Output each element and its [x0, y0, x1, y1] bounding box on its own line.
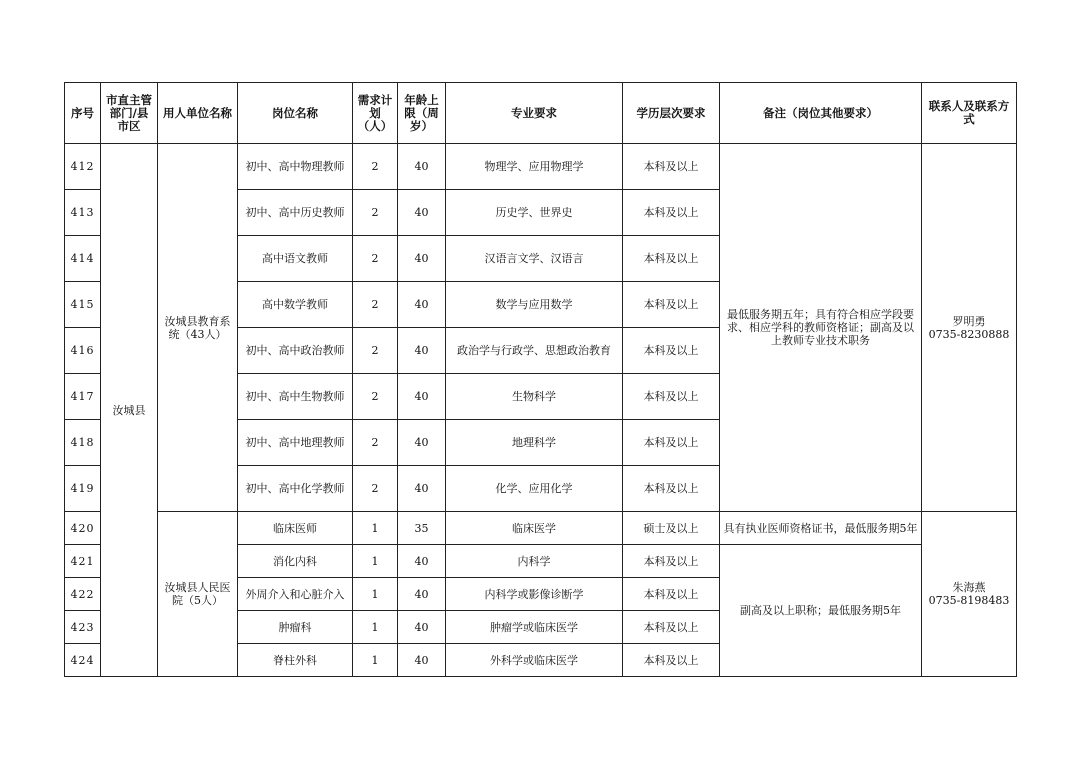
- header-remark: 备注（岗位其他要求）: [720, 83, 922, 144]
- remark-cell-education: 最低服务期五年；具有符合相应学段要求、相应学科的教师资格证；副高及以上教师专业技术职务: [720, 144, 922, 512]
- plan-cell: 1: [353, 611, 398, 644]
- seq-cell: 421: [65, 545, 101, 578]
- edu-cell: 本科及以上: [623, 190, 720, 236]
- post-cell: 高中语文教师: [238, 236, 353, 282]
- post-cell: 初中、高中物理教师: [238, 144, 353, 190]
- unit-cell-education: 汝城县教育系统（43人）: [158, 144, 238, 512]
- plan-cell: 1: [353, 578, 398, 611]
- age-cell: 40: [398, 374, 446, 420]
- major-cell: 内科学或影像诊断学: [446, 578, 623, 611]
- age-cell: 40: [398, 328, 446, 374]
- major-cell: 政治学与行政学、思想政治教育: [446, 328, 623, 374]
- major-cell: 历史学、世界史: [446, 190, 623, 236]
- seq-cell: 420: [65, 512, 101, 545]
- seq-cell: 415: [65, 282, 101, 328]
- age-cell: 35: [398, 512, 446, 545]
- contact-name: 罗明勇: [952, 314, 986, 328]
- seq-cell: 414: [65, 236, 101, 282]
- major-cell: 物理学、应用物理学: [446, 144, 623, 190]
- plan-cell: 2: [353, 328, 398, 374]
- post-cell: 外周介入和心脏介入: [238, 578, 353, 611]
- edu-cell: 本科及以上: [623, 545, 720, 578]
- major-cell: 内科学: [446, 545, 623, 578]
- post-cell: 初中、高中历史教师: [238, 190, 353, 236]
- post-cell: 初中、高中生物教师: [238, 374, 353, 420]
- header-row: [65, 83, 1017, 144]
- seq-cell: 422: [65, 578, 101, 611]
- plan-cell: 2: [353, 144, 398, 190]
- seq-cell: 412: [65, 144, 101, 190]
- header-contact: 联系人及联系方式: [922, 83, 1017, 144]
- plan-cell: 2: [353, 236, 398, 282]
- major-cell: 汉语言文学、汉语言: [446, 236, 623, 282]
- plan-cell: 1: [353, 644, 398, 677]
- major-cell: 临床医学: [446, 512, 623, 545]
- post-cell: 脊柱外科: [238, 644, 353, 677]
- age-cell: 40: [398, 144, 446, 190]
- post-cell: 高中数学教师: [238, 282, 353, 328]
- plan-cell: 2: [353, 420, 398, 466]
- plan-cell: 2: [353, 190, 398, 236]
- age-cell: 40: [398, 420, 446, 466]
- header-post: 岗位名称: [238, 83, 353, 144]
- major-cell: 地理科学: [446, 420, 623, 466]
- header-edu: 学历层次要求: [623, 83, 720, 144]
- age-cell: 40: [398, 611, 446, 644]
- age-cell: 40: [398, 466, 446, 512]
- age-cell: 40: [398, 190, 446, 236]
- contact-cell-hospital: [922, 512, 1017, 677]
- plan-cell: 2: [353, 466, 398, 512]
- post-cell: 初中、高中化学教师: [238, 466, 353, 512]
- recruitment-table: [64, 82, 1017, 677]
- post-cell: 初中、高中地理教师: [238, 420, 353, 466]
- seq-cell: 416: [65, 328, 101, 374]
- age-cell: 40: [398, 545, 446, 578]
- post-cell: 肿瘤科: [238, 611, 353, 644]
- edu-cell: 本科及以上: [623, 144, 720, 190]
- remark-cell-senior: 副高及以上职称；最低服务期5年: [720, 545, 922, 677]
- header-age: 年龄上限（周岁）: [398, 83, 446, 144]
- plan-cell: 2: [353, 282, 398, 328]
- contact-phone: 0735-8230888: [928, 327, 1010, 341]
- header-plan: 需求计划（人）: [353, 83, 398, 144]
- major-cell: 数学与应用数学: [446, 282, 623, 328]
- table-row: [65, 512, 1017, 545]
- seq-cell: 419: [65, 466, 101, 512]
- county-cell: 汝城县: [101, 144, 158, 677]
- post-cell: 临床医师: [238, 512, 353, 545]
- edu-cell: 本科及以上: [623, 374, 720, 420]
- header-unit: 用人单位名称: [158, 83, 238, 144]
- remark-cell-clinical: 具有执业医师资格证书，最低服务期5年: [720, 512, 922, 545]
- age-cell: 40: [398, 236, 446, 282]
- header-dept: 市直主管部门/县市区: [101, 83, 158, 144]
- contact-name: 朱海燕: [952, 581, 986, 594]
- post-cell: 初中、高中政治教师: [238, 328, 353, 374]
- contact-cell-education: [922, 144, 1017, 512]
- unit-cell-hospital: 汝城县人民医院（5人）: [158, 512, 238, 677]
- age-cell: 40: [398, 282, 446, 328]
- seq-cell: 417: [65, 374, 101, 420]
- plan-cell: 1: [353, 545, 398, 578]
- age-cell: 40: [398, 578, 446, 611]
- header-seq: 序号: [65, 83, 101, 144]
- edu-cell: 本科及以上: [623, 328, 720, 374]
- edu-cell: 本科及以上: [623, 611, 720, 644]
- contact-phone: 0735-8198483: [928, 594, 1010, 607]
- edu-cell: 本科及以上: [623, 644, 720, 677]
- edu-cell: 本科及以上: [623, 236, 720, 282]
- post-cell: 消化内科: [238, 545, 353, 578]
- seq-cell: 418: [65, 420, 101, 466]
- plan-cell: 2: [353, 374, 398, 420]
- edu-cell: 本科及以上: [623, 282, 720, 328]
- edu-cell: 本科及以上: [623, 466, 720, 512]
- plan-cell: 1: [353, 512, 398, 545]
- seq-cell: 424: [65, 644, 101, 677]
- edu-cell: 硕士及以上: [623, 512, 720, 545]
- major-cell: 外科学或临床医学: [446, 644, 623, 677]
- edu-cell: 本科及以上: [623, 420, 720, 466]
- seq-cell: 423: [65, 611, 101, 644]
- major-cell: 生物科学: [446, 374, 623, 420]
- table-row: [65, 144, 1017, 190]
- major-cell: 肿瘤学或临床医学: [446, 611, 623, 644]
- major-cell: 化学、应用化学: [446, 466, 623, 512]
- edu-cell: 本科及以上: [623, 578, 720, 611]
- header-major: 专业要求: [446, 83, 623, 144]
- seq-cell: 413: [65, 190, 101, 236]
- age-cell: 40: [398, 644, 446, 677]
